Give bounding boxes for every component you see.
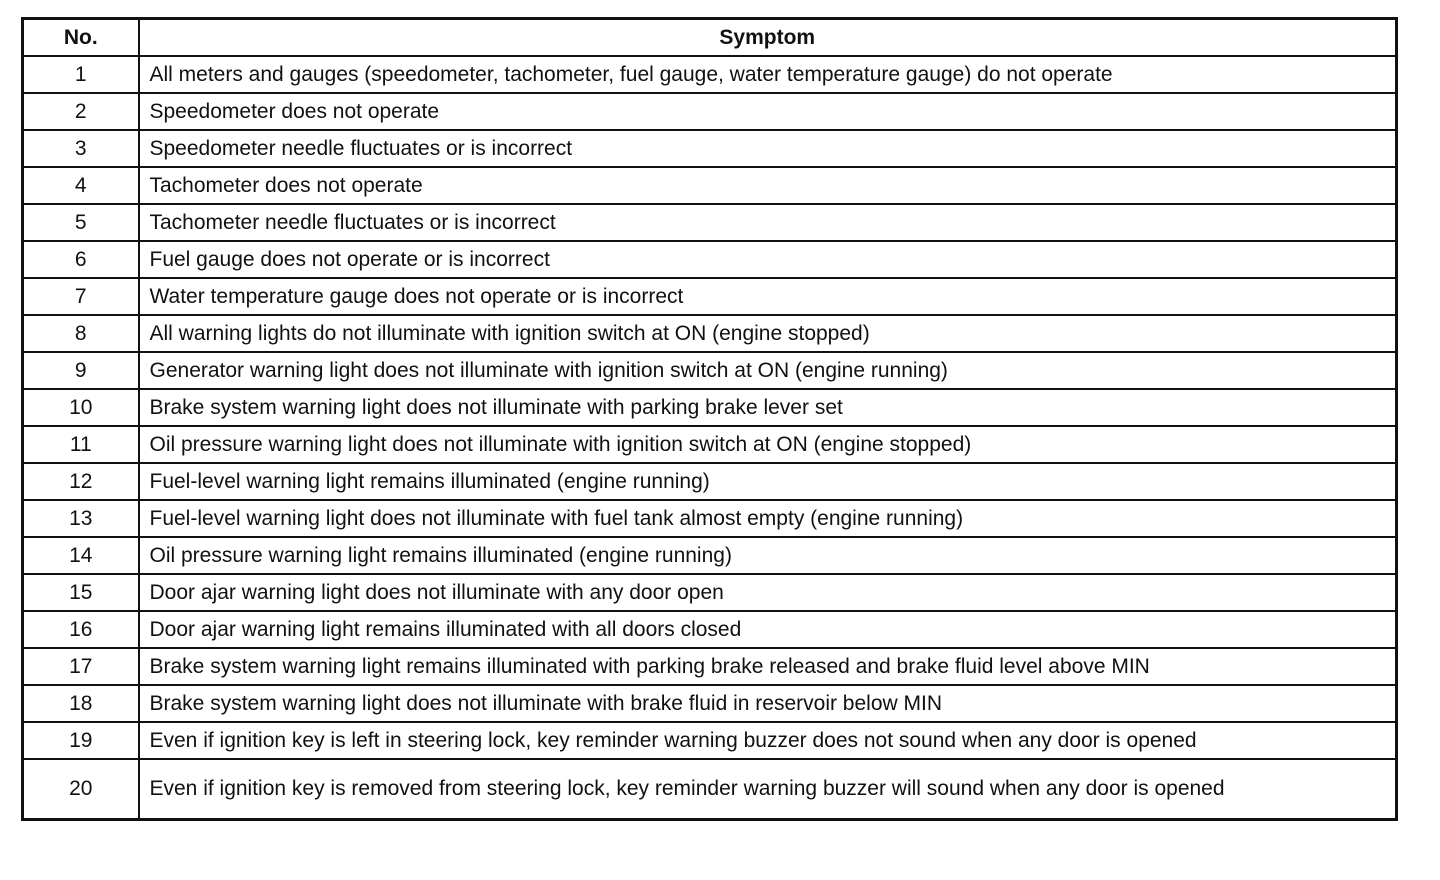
row-symptom: All warning lights do not illuminate with ignition switch at ON (engine stopped) bbox=[139, 315, 1397, 352]
row-number: 6 bbox=[23, 241, 139, 278]
table-row bbox=[23, 463, 1397, 500]
row-number: 15 bbox=[23, 574, 139, 611]
row-number: 1 bbox=[23, 56, 139, 93]
row-symptom: Even if ignition key is left in steering lock, key reminder warning buzzer does not sound when any door is opened bbox=[139, 722, 1397, 759]
table-row bbox=[23, 167, 1397, 204]
row-symptom: Water temperature gauge does not operate or is incorrect bbox=[139, 278, 1397, 315]
row-symptom: Tachometer needle fluctuates or is incorrect bbox=[139, 204, 1397, 241]
row-number: 3 bbox=[23, 130, 139, 167]
row-symptom: Tachometer does not operate bbox=[139, 167, 1397, 204]
symptom-table bbox=[21, 17, 1398, 821]
table-row bbox=[23, 574, 1397, 611]
column-header-no: No. bbox=[23, 19, 139, 57]
row-symptom: Speedometer needle fluctuates or is incorrect bbox=[139, 130, 1397, 167]
row-number: 11 bbox=[23, 426, 139, 463]
table-header-row bbox=[23, 19, 1397, 57]
row-number: 20 bbox=[23, 759, 139, 820]
table-row bbox=[23, 426, 1397, 463]
row-symptom: Speedometer does not operate bbox=[139, 93, 1397, 130]
row-number: 7 bbox=[23, 278, 139, 315]
table-row bbox=[23, 56, 1397, 93]
row-number: 2 bbox=[23, 93, 139, 130]
table-row bbox=[23, 352, 1397, 389]
row-number: 8 bbox=[23, 315, 139, 352]
row-symptom: Brake system warning light remains illuminated with parking brake released and brake fluid level above MIN bbox=[139, 648, 1397, 685]
table-row bbox=[23, 389, 1397, 426]
row-number: 5 bbox=[23, 204, 139, 241]
table-row bbox=[23, 500, 1397, 537]
table-row bbox=[23, 93, 1397, 130]
row-symptom: Even if ignition key is removed from steering lock, key reminder warning buzzer will sound when any door is opened bbox=[139, 759, 1397, 820]
table-row bbox=[23, 685, 1397, 722]
row-number: 12 bbox=[23, 463, 139, 500]
row-symptom: Fuel gauge does not operate or is incorrect bbox=[139, 241, 1397, 278]
row-number: 9 bbox=[23, 352, 139, 389]
row-symptom: Door ajar warning light remains illuminated with all doors closed bbox=[139, 611, 1397, 648]
row-symptom: Brake system warning light does not illuminate with brake fluid in reservoir below MIN bbox=[139, 685, 1397, 722]
table-row bbox=[23, 537, 1397, 574]
table-row bbox=[23, 759, 1397, 820]
row-symptom: Generator warning light does not illuminate with ignition switch at ON (engine running) bbox=[139, 352, 1397, 389]
row-number: 4 bbox=[23, 167, 139, 204]
table-row bbox=[23, 241, 1397, 278]
column-header-symptom: Symptom bbox=[139, 19, 1397, 57]
row-number: 17 bbox=[23, 648, 139, 685]
row-symptom: Brake system warning light does not illuminate with parking brake lever set bbox=[139, 389, 1397, 426]
row-symptom: Door ajar warning light does not illuminate with any door open bbox=[139, 574, 1397, 611]
row-number: 10 bbox=[23, 389, 139, 426]
row-symptom: Oil pressure warning light does not illuminate with ignition switch at ON (engine stopped) bbox=[139, 426, 1397, 463]
row-symptom: Oil pressure warning light remains illuminated (engine running) bbox=[139, 537, 1397, 574]
row-symptom: Fuel-level warning light does not illuminate with fuel tank almost empty (engine running) bbox=[139, 500, 1397, 537]
table-row bbox=[23, 648, 1397, 685]
row-symptom: All meters and gauges (speedometer, tachometer, fuel gauge, water temperature gauge) do not operate bbox=[139, 56, 1397, 93]
table-row bbox=[23, 204, 1397, 241]
row-number: 14 bbox=[23, 537, 139, 574]
table-row bbox=[23, 611, 1397, 648]
row-symptom: Fuel-level warning light remains illuminated (engine running) bbox=[139, 463, 1397, 500]
table-row bbox=[23, 722, 1397, 759]
table-row bbox=[23, 278, 1397, 315]
row-number: 16 bbox=[23, 611, 139, 648]
row-number: 13 bbox=[23, 500, 139, 537]
row-number: 19 bbox=[23, 722, 139, 759]
table-row bbox=[23, 130, 1397, 167]
row-number: 18 bbox=[23, 685, 139, 722]
table-row bbox=[23, 315, 1397, 352]
